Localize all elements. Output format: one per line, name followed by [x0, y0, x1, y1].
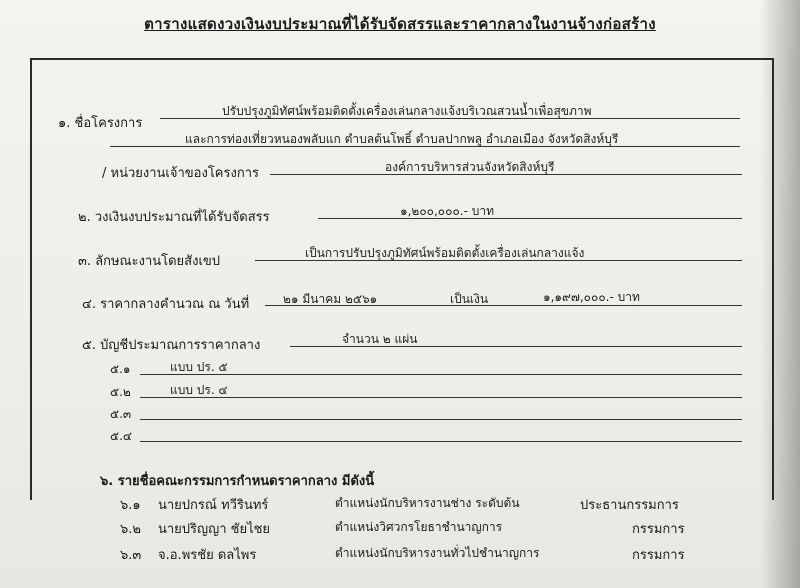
sub-item-no: ๕.๑ — [110, 362, 131, 376]
item1-value-line2: และการท่องเที่ยวหนองพลับแก ตำบลต้นโพธิ์ ตำบลปากพลู อำเภอเมือง จังหวัดสิงห์บุรี — [185, 132, 619, 146]
edge-shadow — [760, 0, 800, 588]
committee-member-position: ตำแหน่งนักบริหารงานช่าง ระดับต้น — [335, 496, 520, 510]
item2-underline — [318, 218, 742, 219]
committee-member-no: ๖.๑ — [120, 498, 141, 513]
item1-value-line1: ปรับปรุงภูมิทัศน์พร้อมติดตั้งเครื่องเล่นกลางแจ้งบริเวณสวนน้ำเพื่อสุขภาพ — [222, 104, 592, 118]
sub-item-no: ๕.๔ — [110, 429, 132, 443]
sub-item-no: ๕.๒ — [110, 385, 131, 399]
committee-member-role: กรรมการ — [632, 548, 685, 563]
committee-member-name: นายปกรณ์ ทวีรินทร์ — [158, 498, 269, 513]
item4-value: ๑,๑๙๗,๐๐๐.- บาท — [543, 290, 640, 304]
item1-label: ๑. ชื่อโครงการ — [58, 116, 143, 131]
committee-member-position: ตำแหน่งนักบริหารงานทั่วไปชำนาญการ — [335, 546, 540, 560]
item4-date-underline — [265, 305, 425, 306]
agency-underline — [270, 174, 742, 175]
page-title: ตารางแสดงวงเงินงบประมาณที่ได้รับจัดสรรและราคากลางในงานจ้างก่อสร้าง — [144, 15, 656, 33]
item3-underline — [255, 260, 742, 261]
sub-item-value: แบบ ปร. ๔ — [170, 383, 228, 397]
committee-member-role: กรรมการ — [632, 522, 685, 537]
sub-item-value: แบบ ปร. ๕ — [170, 360, 228, 374]
item3-value: เป็นการปรับปรุงภูมิทัศน์พร้อมติดตั้งเครื่องเล่นกลางแจ้ง — [305, 246, 585, 260]
committee-member-name: จ.อ.พรชัย ดลไพร — [158, 548, 257, 563]
committee-member-role: ประธานกรรมการ — [580, 498, 679, 513]
agency-label: / หน่วยงานเจ้าของโครงการ — [102, 166, 259, 181]
committee-member-no: ๖.๓ — [120, 548, 142, 563]
sub-item-underline — [140, 397, 742, 398]
item1-underline-1 — [160, 118, 740, 119]
item5-label: ๕. บัญชีประมาณการราคากลาง — [82, 338, 261, 353]
agency-value: องค์การบริหารส่วนจังหวัดสิงห์บุรี — [385, 160, 555, 174]
sub-item-underline — [140, 374, 742, 375]
committee-heading: ๖. รายชื่อคณะกรรมการกำหนดราคากลาง มีดังนี้ — [100, 474, 375, 489]
item4-label: ๔. ราคากลางคำนวณ ณ วันที่ — [82, 297, 250, 312]
committee-member-no: ๖.๒ — [120, 522, 141, 537]
item5-count: จำนวน ๒ แผ่น — [342, 332, 418, 346]
sub-item-no: ๕.๓ — [110, 407, 132, 421]
item4-date: ๒๑ มีนาคม ๒๕๖๑ — [283, 292, 378, 306]
item3-label: ๓. ลักษณะงานโดยสังเขป — [78, 254, 221, 269]
item4-money-label: เป็นเงิน — [450, 292, 489, 306]
item4-value-underline — [425, 305, 742, 306]
item2-label: ๒. วงเงินงบประมาณที่ได้รับจัดสรร — [78, 210, 270, 225]
item1-underline-2 — [110, 146, 740, 147]
sub-item-underline — [140, 419, 742, 420]
committee-member-position: ตำแหน่งวิศวกรโยธาชำนาญการ — [335, 520, 503, 534]
item5-underline — [290, 346, 742, 347]
item2-value: ๑,๒๐๐,๐๐๐.- บาท — [400, 204, 495, 218]
committee-member-name: นายปริญญา ชัยไชย — [158, 522, 271, 537]
sub-item-underline — [140, 441, 742, 442]
